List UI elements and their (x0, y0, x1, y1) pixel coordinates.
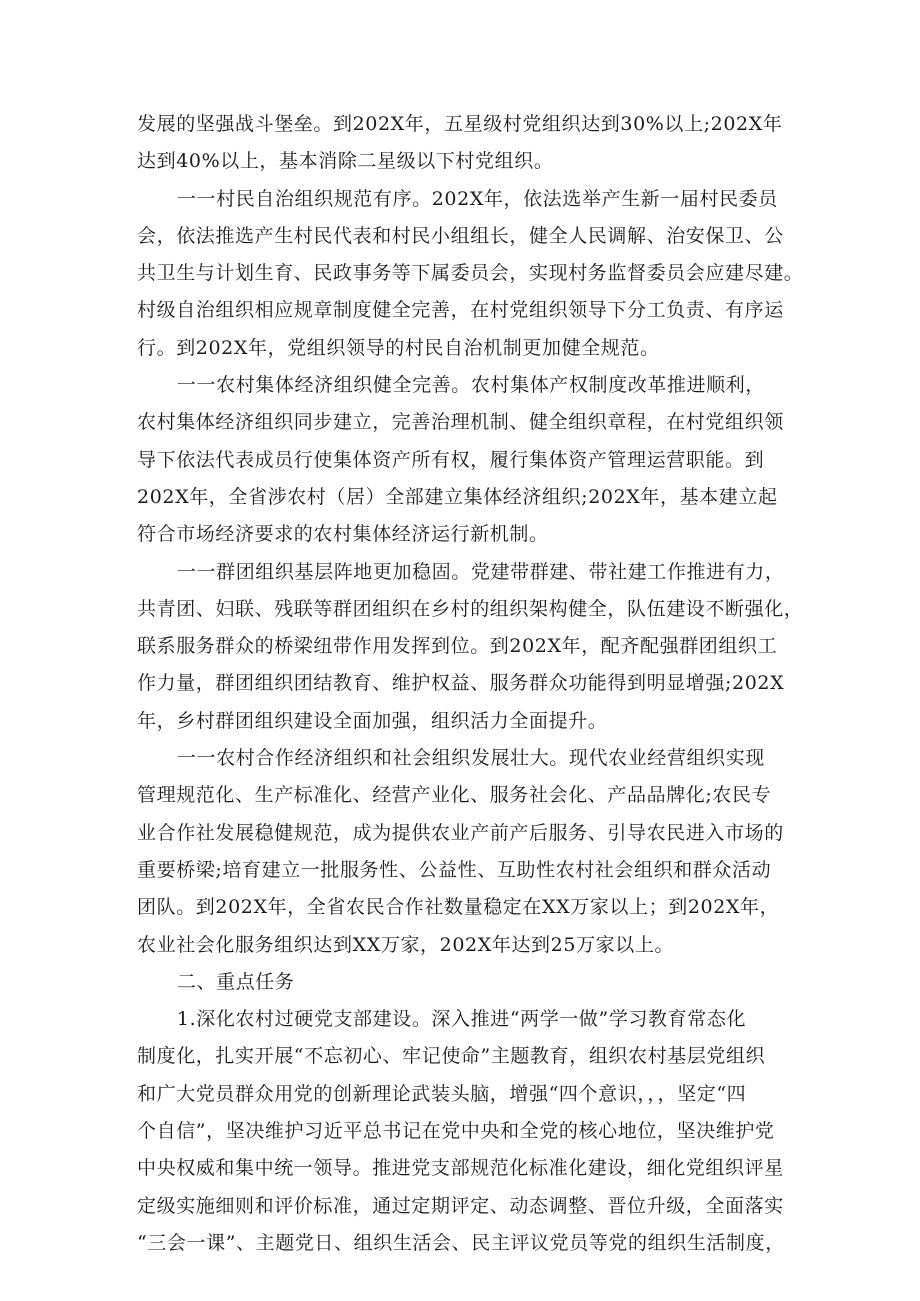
section-heading-key-tasks (137, 964, 789, 1001)
text-line: 农业社会化服务组织达到XX万家，202X年达到25万家以上。 (137, 933, 675, 956)
text-line: 一一村民自治组织规范有序。202X年，依法选举产生新一届村民委员 (176, 187, 778, 210)
text-line: 符合市场经济要求的农村集体经济运行新机制。 (137, 523, 549, 546)
text-line: 年，乡村群团组织建设全面加强，组织活力全面提升。 (137, 709, 608, 732)
section-heading-text: 二、重点任务 (176, 970, 295, 993)
text-line: 导下依法代表成员行使集体资产所有权，履行集体资产管理运营职能。到 (137, 448, 765, 471)
text-line: 村级自治组织相应规章制度健全完善，在村党组织领导下分工负责、有序运 (137, 299, 784, 322)
text-line: 共青团、妇联、残联等群团组织在乡村的组织架构健全，队伍建设不断强化， (137, 597, 804, 620)
paragraph-villager-autonomy (137, 181, 804, 367)
text-line: 业合作社发展稳健规范，成为提供农业产前产后服务、引导农民进入市场的 (137, 821, 784, 844)
text-line: 一一农村集体经济组织健全完善。农村集体产权制度改革推进顺利， (176, 374, 765, 397)
text-line: 重要桥梁;培育建立一批服务性、公益性、互助性农村社会组织和群众活动 (137, 858, 772, 881)
text-line: 中央权威和集中统一领导。推进党支部规范化标准化建设，细化党组织评星 (137, 1157, 784, 1180)
paragraph-mass-organizations (137, 554, 804, 740)
text-line: 定级实施细则和评价标准，通过定期评定、动态调整、晋位升级，全面落实 (137, 1194, 784, 1217)
text-line: 202X年，全省涉农村（居）全部建立集体经济组织;202X年，基本建立起 (137, 485, 778, 508)
text-line: 会，依法推选产生村民代表和村民小组组长，健全人民调解、治安保卫、公 (137, 224, 784, 247)
text-line: 共卫生与计划生育、民政事务等下属委员会，实现村务监督委员会应建尽建。 (137, 262, 804, 285)
text-line: 达到40%以上，基本消除二星级以下村党组织。 (137, 150, 554, 173)
text-line: 一一农村合作经济组织和社会组织发展壮大。现代农业经营组织实现 (176, 747, 765, 770)
text-line: 农村集体经济组织同步建立，完善治理机制、健全组织章程，在村党组织领 (137, 411, 784, 434)
paragraph-cooperative-organizations (137, 740, 789, 964)
paragraph-party-branch-building (137, 1001, 789, 1262)
text-line: 作力量，群团组织团结教育、维护权益、服务群众功能得到明显增强;202X (137, 672, 785, 695)
text-line: 行。到202X年，党组织领导的村民自治机制更加健全规范。 (137, 336, 660, 359)
text-line: 管理规范化、生产标准化、经营产业化、服务社会化、产品品牌化;农民专 (137, 784, 772, 807)
text-line: 联系服务群众的桥梁纽带作用发挥到位。到202X年，配齐配强群团组织工 (137, 635, 778, 658)
document-body (137, 106, 804, 1262)
paragraph-collective-economy (137, 367, 789, 553)
text-line: 1.深化农村过硬党支部建设。深入推进“两学一做”学习教育常态化 (176, 1008, 747, 1031)
text-line: 和广大党员群众用党的创新理论武装头脑，增强“四个意识，，，坚定“四 (137, 1082, 747, 1105)
text-line: 团队。到202X年，全省农民合作社数量稳定在XX万家以上；到202X年， (137, 896, 780, 919)
text-line: “三会一课”、主题党日、组织生活会、民主评议党员等党的组织生活制度， (137, 1231, 785, 1254)
text-line: 制度化，扎实开展“不忘初心、牢记使命”主题教育，组织农村基层党组织 (137, 1045, 766, 1068)
text-line: 发展的坚强战斗堡垒。到202X年，五星级村党组织达到30%以上;202X年 (137, 113, 783, 135)
paragraph-star-rating (137, 106, 789, 181)
text-line: 个自信”，坚决维护习近平总书记在党中央和全党的核心地位，坚决维护党 (137, 1120, 775, 1143)
text-line: 一一群团组织基层阵地更加稳固。党建带群建、带社建工作推进有力， (176, 560, 785, 583)
